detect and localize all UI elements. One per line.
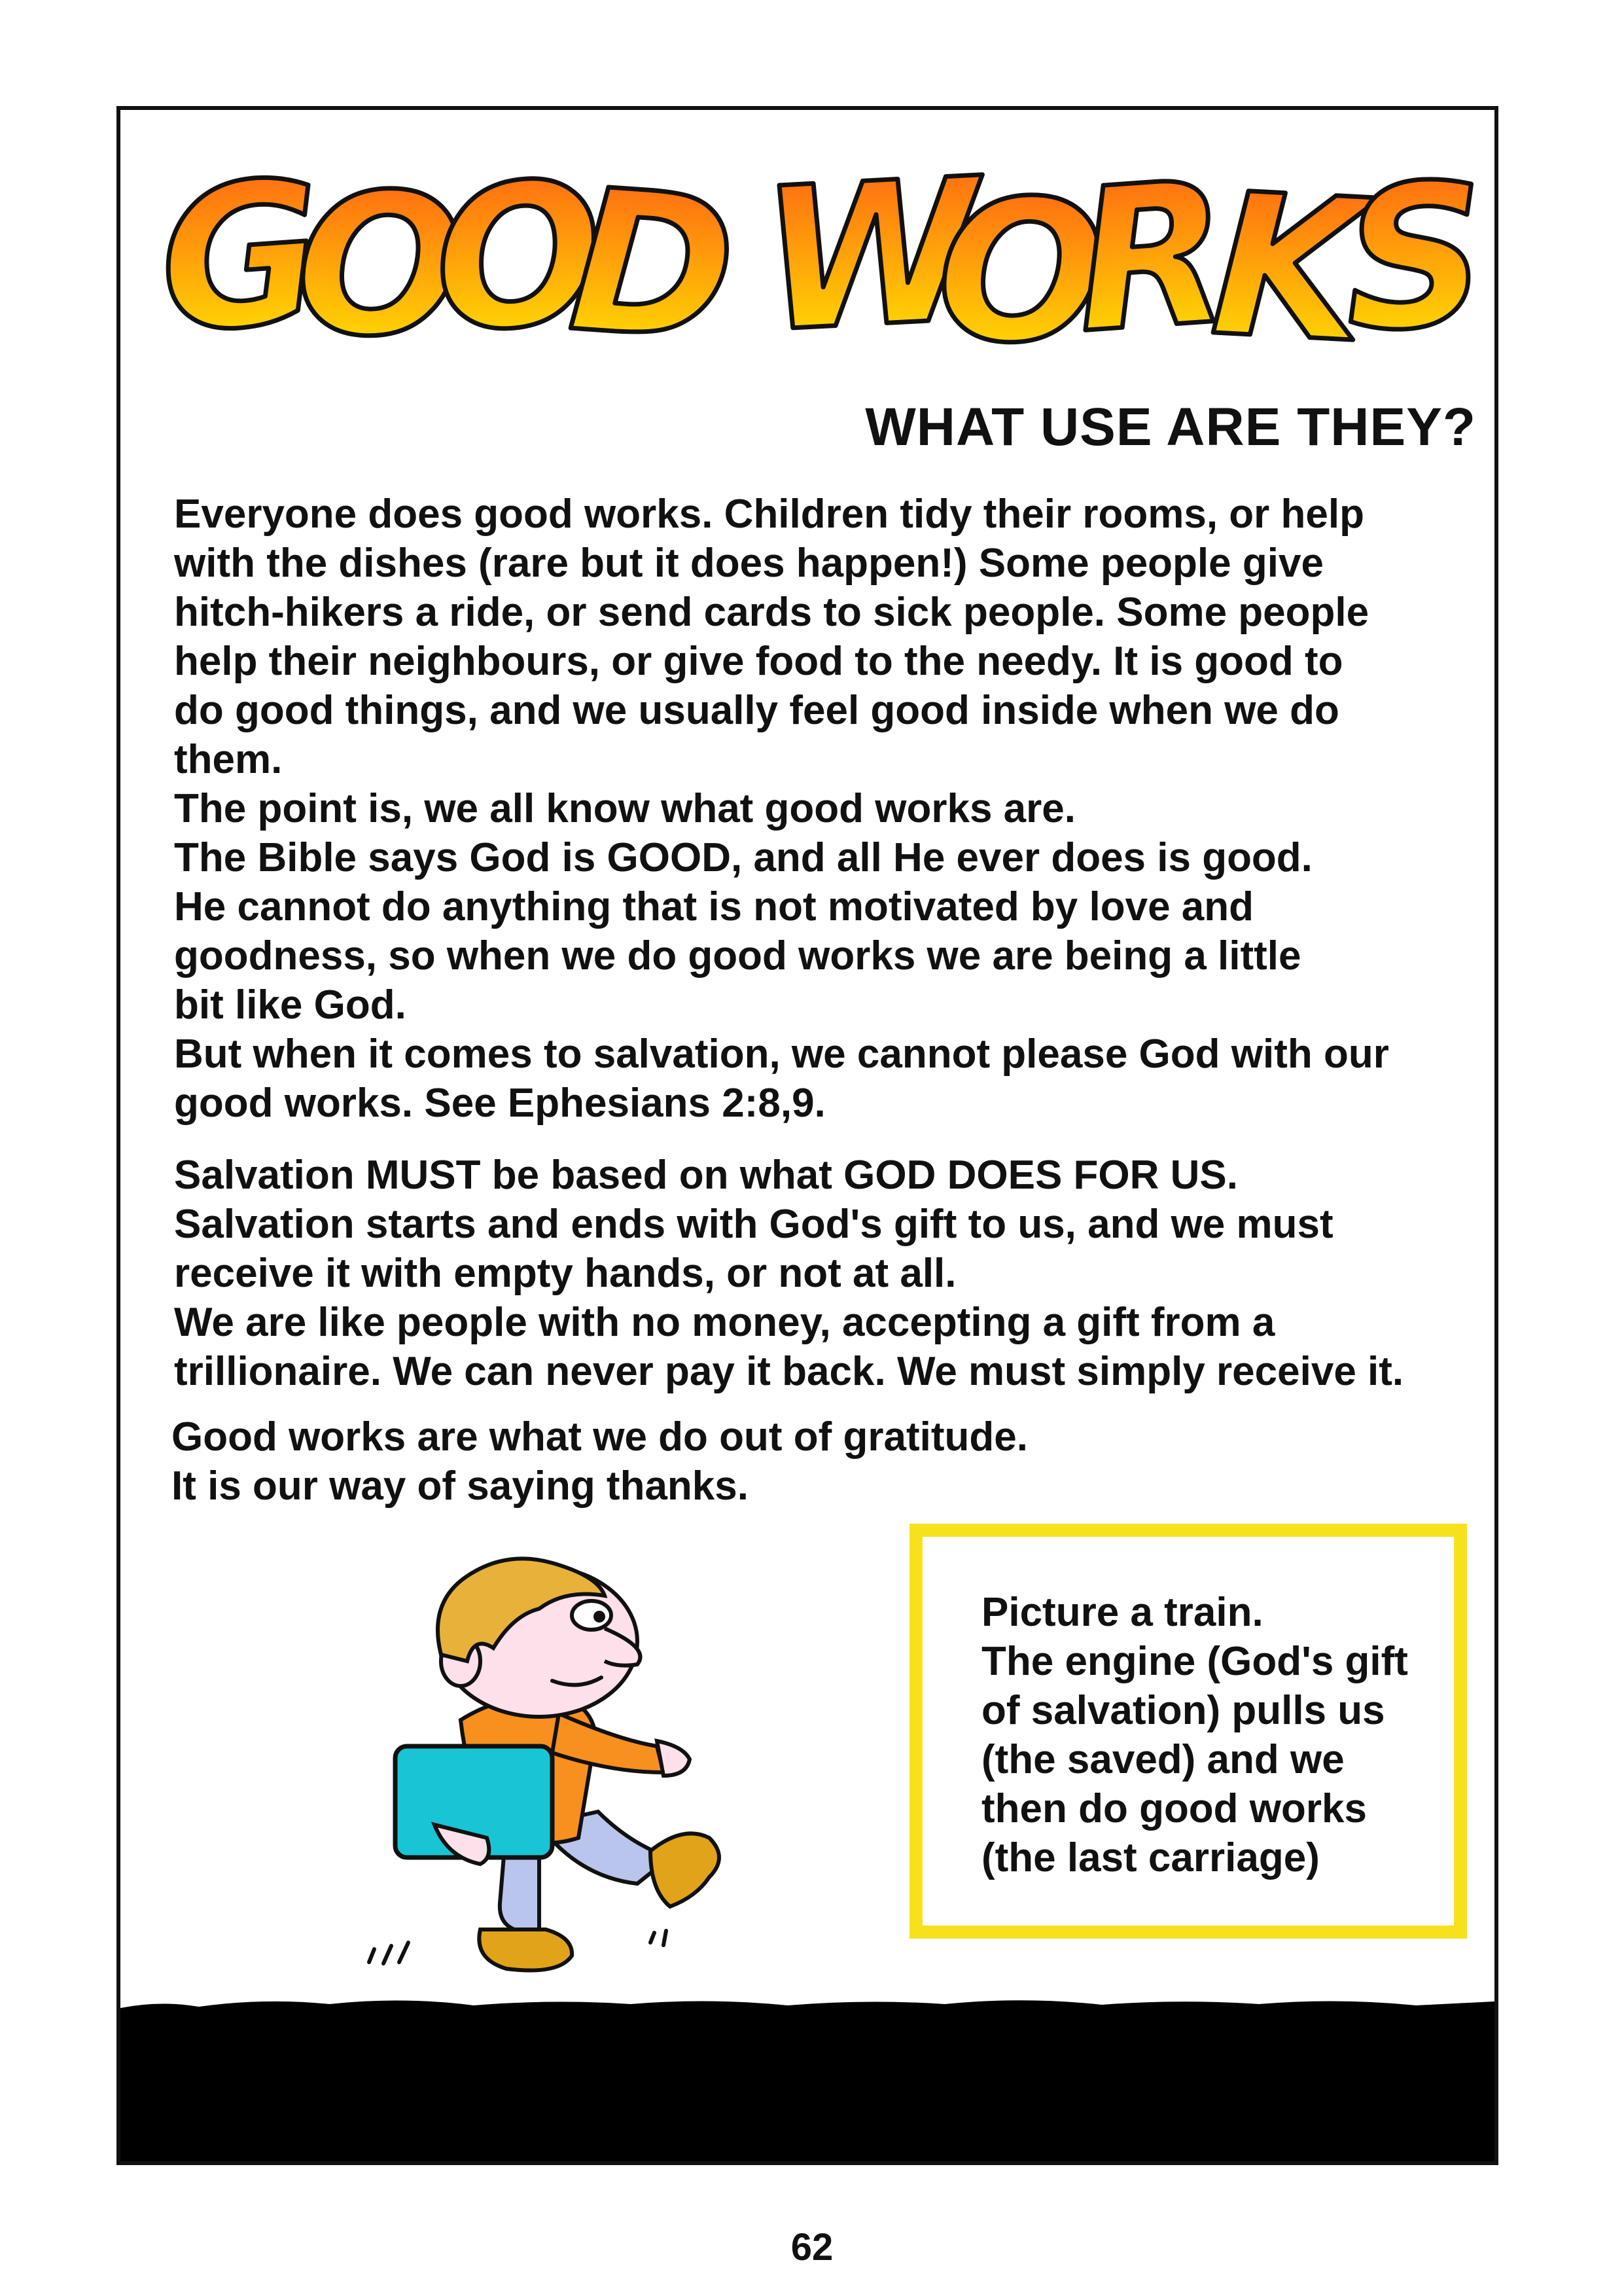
title-letter: O (429, 139, 608, 376)
title-letter: D (563, 146, 742, 386)
text-line: (the last carriage) (981, 1835, 1320, 1880)
title-letter: G (152, 137, 330, 377)
title-letter: R (1068, 138, 1236, 377)
text-line: with the dishes (rare but it does happen!) Some people give (174, 541, 1324, 586)
title-letter: S (1338, 140, 1492, 376)
text-line: help their neighbours, or give food to the needy. It is good to (174, 639, 1343, 684)
page-frame (116, 106, 1498, 2165)
title-letter: O (291, 147, 470, 384)
text-line: He cannot do anything that is not motivated by love and (174, 884, 1254, 929)
text-line: goodness, so when we do good works we are being a little (174, 933, 1301, 978)
train-callout-box (909, 1524, 1467, 1939)
text-line: Good works are what we do out of gratitude. (171, 1414, 1028, 1460)
text-line: good works. See Ephesians 2:8,9. (174, 1081, 826, 1126)
paragraph-gratitude (171, 1412, 1028, 1511)
text-line: But when it comes to salvation, we cannot please God with our (174, 1031, 1389, 1077)
text-line: bit like God. (174, 982, 406, 1028)
text-line: then do good works (981, 1786, 1367, 1831)
text-line: The engine (God's gift (981, 1639, 1408, 1684)
text-line: trillionaire. We can never pay it back. We must simply receive it. (174, 1349, 1404, 1394)
text-line: The Bible says God is GOOD, and all He ever does is good. (174, 835, 1313, 880)
text-line: Salvation starts and ends with God's gift to us, and we must (174, 1202, 1333, 1247)
walking-boy-illustration (343, 1550, 879, 1995)
callout-text (981, 1588, 1408, 1882)
paragraph-salvation (174, 1151, 1403, 1396)
text-line: Salvation MUST be based on what GOD DOES FOR US. (174, 1153, 1238, 1198)
text-line: do good things, and we usually feel good inside when we do (174, 688, 1339, 733)
text-line: Picture a train. (981, 1590, 1263, 1635)
text-line: The point is, we all know what good works are. (174, 786, 1076, 831)
text-line: We are like people with no money, accepting a gift from a (174, 1300, 1275, 1345)
text-line: hitch-hikers a ride, or send cards to sick people. Some people (174, 590, 1369, 635)
title-letter: W (756, 136, 985, 376)
text-line: of salvation) pulls us (981, 1688, 1385, 1733)
title-letter: O (932, 153, 1111, 391)
page-number: 62 (790, 2226, 834, 2269)
text-line: receive it with empty hands, or not at all. (174, 1251, 957, 1296)
text-line: them. (174, 737, 283, 782)
ground-band (120, 1995, 1494, 2165)
text-line: It is our way of saying thanks. (171, 1463, 749, 1509)
subtitle: WHAT USE ARE THEY? (865, 397, 1476, 457)
text-line: (the saved) and we (981, 1737, 1345, 1782)
title-graphic (120, 110, 1494, 398)
text-line: Everyone does good works. Children tidy their rooms, or help (174, 492, 1364, 537)
paragraph-good-works (174, 490, 1389, 1128)
title-letter: K (1207, 150, 1371, 387)
